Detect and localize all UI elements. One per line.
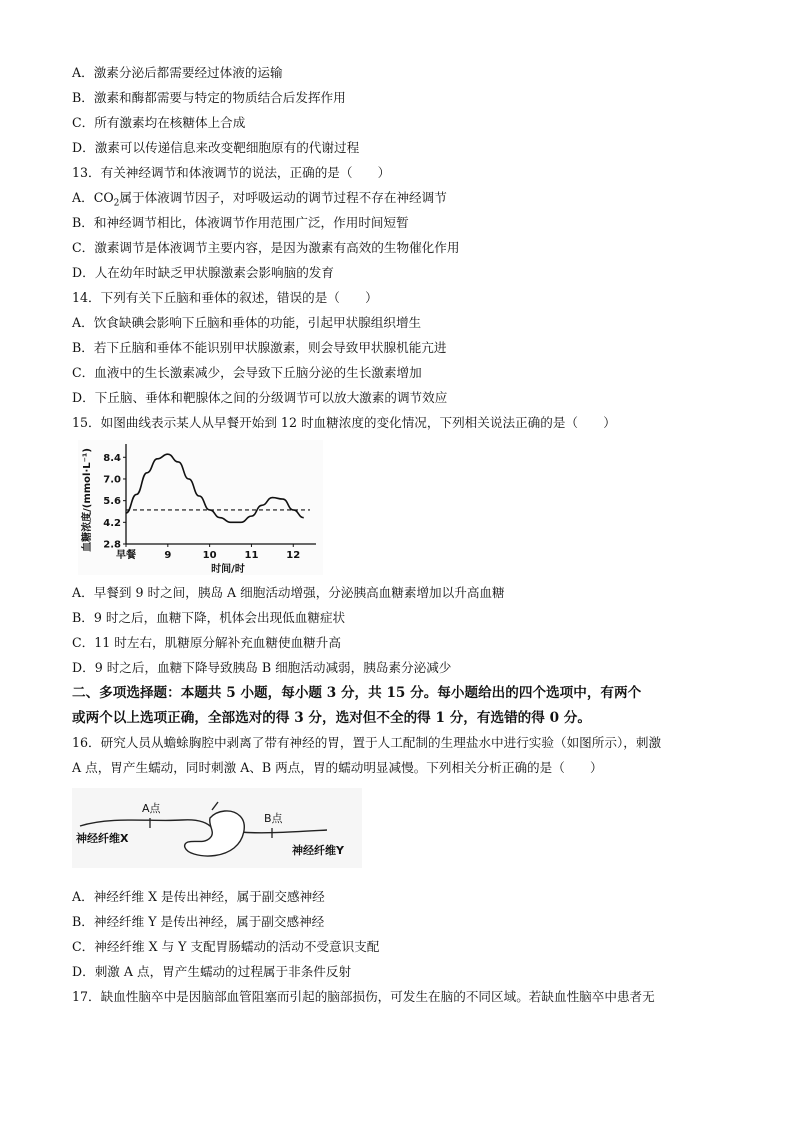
q14-option-a: A．饮食缺碘会影响下丘脑和垂体的功能，引起甲状腺组织增生 bbox=[72, 315, 422, 330]
q13-option-c: C．激素调节是体液调节主要内容，是因为激素有高效的生物催化作用 bbox=[72, 240, 460, 255]
q13-option-d: D．人在幼年时缺乏甲状腺激素会影响脑的发育 bbox=[72, 265, 334, 280]
q14-option-d: D．下丘脑、垂体和靶腺体之间的分级调节可以放大激素的调节效应 bbox=[72, 390, 448, 405]
q13-option-b: B．和神经调节相比，体液调节作用范围广泛，作用时间短暂 bbox=[72, 215, 409, 230]
q13-option-a bbox=[72, 189, 447, 213]
q13-option-a-post: 属于体液调节因子，对呼吸运动的调节过程不存在神经调节 bbox=[119, 190, 447, 205]
q13-option-a-pre: A．CO bbox=[72, 190, 114, 205]
y-tick-label: 2.8 bbox=[103, 539, 121, 551]
y-tick-label: 5.6 bbox=[103, 496, 121, 508]
label-nerve-fiber-x: 神经纤维X bbox=[76, 832, 129, 845]
x-tick-label: 9 bbox=[164, 550, 172, 561]
q16-stem-line1: 16．研究人员从蟾蜍胸腔中剥离了带有神经的胃，置于人工配制的生理盐水中进行实验（如图所示），刺激 bbox=[72, 735, 662, 750]
q16-option-c: C．神经纤维 X 与 Y 支配胃肠蠕动的活动不受意识支配 bbox=[72, 939, 380, 954]
y-tick-label: 7.0 bbox=[103, 474, 121, 486]
q16-option-b: B．神经纤维 Y 是传出神经，属于副交感神经 bbox=[72, 914, 325, 929]
q13-stem: 13．有关神经调节和体液调节的说法，正确的是（ ） bbox=[72, 165, 391, 180]
x-tick-label: 早餐 bbox=[116, 550, 136, 561]
section2-heading-line2: 或两个以上选项正确，全部选对的得 3 分，选对但不全的得 1 分，有选错的得 0 分。 bbox=[72, 710, 591, 726]
q15-option-a: A．早餐到 9 时之间，胰岛 A 细胞活动增强，分泌胰高血糖素增加以升高血糖 bbox=[72, 585, 505, 600]
blood-glucose-chart bbox=[78, 440, 323, 575]
q15-option-d: D．9 时之后，血糖下降导致胰岛 B 细胞活动减弱，胰岛素分泌减少 bbox=[72, 660, 452, 675]
q12-option-a: A．激素分泌后都需要经过体液的运输 bbox=[72, 65, 283, 80]
stomach-nerve-figure bbox=[72, 788, 362, 868]
q12-option-c: C．所有激素均在核糖体上合成 bbox=[72, 115, 246, 130]
x-tick-label: 11 bbox=[244, 550, 259, 561]
chart-svg bbox=[78, 440, 323, 575]
stomach-nerve-svg bbox=[72, 788, 362, 868]
q12-option-d: D．激素可以传递信息来改变靶细胞原有的代谢过程 bbox=[72, 140, 360, 155]
q16-stem-line2: A 点，胃产生蠕动，同时刺激 A、B 两点，胃的蠕动明显减慢。下列相关分析正确的是（ ） bbox=[72, 760, 603, 775]
q14-stem: 14．下列有关下丘脑和垂体的叙述，错误的是（ ） bbox=[72, 290, 378, 305]
q17-stem: 17．缺血性脑卒中是因脑部血管阻塞而引起的脑部损伤，可发生在脑的不同区域。若缺血性脑卒中患者无 bbox=[72, 989, 655, 1004]
x-axis-label: 时间/时 bbox=[211, 564, 245, 575]
q16-option-d: D．刺激 A 点，胃产生蠕动的过程属于非条件反射 bbox=[72, 964, 352, 979]
label-nerve-fiber-y: 神经纤维Y bbox=[292, 844, 344, 857]
q13-option-a-sub: 2 bbox=[113, 198, 120, 209]
q14-option-b: B．若下丘脑和垂体不能识别甲状腺激素，则会导致甲状腺机能亢进 bbox=[72, 340, 447, 355]
q15-option-b: B．9 时之后，血糖下降，机体会出现低血糖症状 bbox=[72, 610, 346, 625]
label-point-b: B点 bbox=[264, 812, 283, 825]
x-tick-label: 10 bbox=[202, 550, 217, 561]
q15-stem: 15．如图曲线表示某人从早餐开始到 12 时血糖浓度的变化情况，下列相关说法正确的是（ ） bbox=[72, 415, 616, 430]
q14-option-c: C．血液中的生长激素减少，会导致下丘脑分泌的生长激素增加 bbox=[72, 365, 422, 380]
y-axis-label: 血糖浓度/(mmol·L⁻¹) bbox=[82, 448, 93, 552]
y-tick-label: 4.2 bbox=[103, 517, 121, 529]
q16-option-a: A．神经纤维 X 是传出神经，属于副交感神经 bbox=[72, 889, 325, 904]
section2-heading-line1: 二、多项选择题：本题共 5 小题，每小题 3 分，共 15 分。每小题给出的四个选项中，有两个 bbox=[72, 685, 642, 701]
x-tick-label: 12 bbox=[286, 550, 301, 561]
q12-option-b: B．激素和酶都需要与特定的物质结合后发挥作用 bbox=[72, 90, 346, 105]
label-point-a: A点 bbox=[142, 802, 161, 815]
q15-option-c: C．11 时左右，肌糖原分解补充血糖使血糖升高 bbox=[72, 635, 341, 650]
y-tick-label: 8.4 bbox=[103, 452, 121, 464]
